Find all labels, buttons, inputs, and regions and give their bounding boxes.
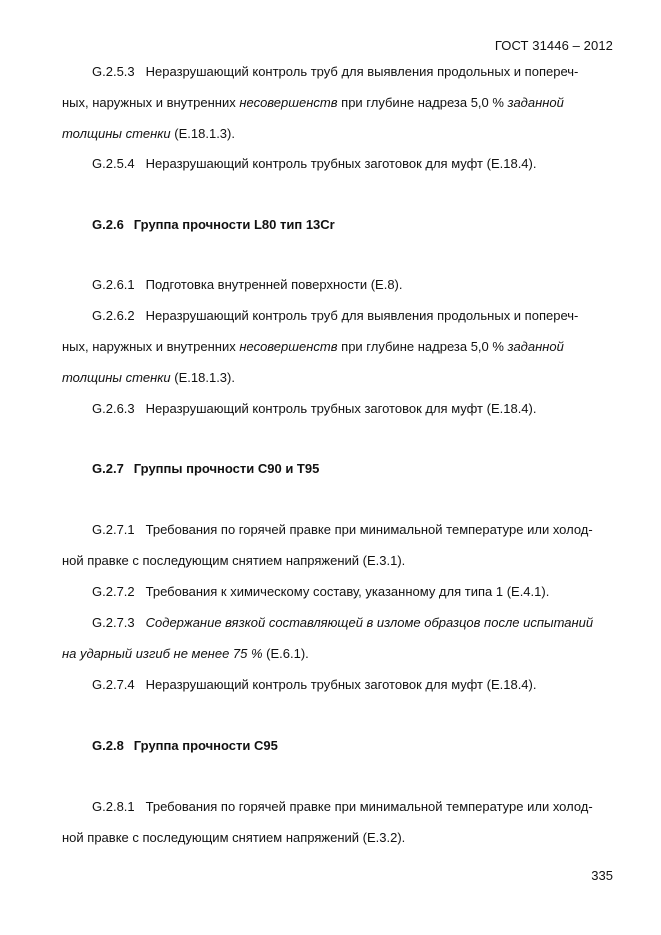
section-title: Группы прочности С90 и Т95 (133, 461, 320, 476)
text-run: (Е.18.1.3). (170, 126, 235, 141)
text-run: ных, наружных и внутренних (62, 95, 240, 110)
clause-number: G.2.8.1 (92, 799, 135, 814)
paragraph-g262-line1 (62, 308, 644, 324)
text-run: при глубине надреза 5,0 % (337, 339, 508, 354)
section-number: G.2.8 (92, 738, 124, 753)
paragraph-g253-line2 (62, 95, 614, 111)
italic-text-run: толщины стенки (62, 370, 171, 385)
clause-text: Неразрушающий контроль трубных заготовок для муфт (Е.18.4). (145, 677, 537, 692)
clause-text: Неразрушающий контроль труб для выявления продольных и попереч- (145, 308, 579, 323)
clause-text: Требования к химическому составу, указанному для типа 1 (Е.4.1). (145, 584, 550, 599)
paragraph-g273-line1 (62, 615, 644, 631)
paragraph-g263 (62, 401, 644, 417)
paragraph-g272 (62, 584, 644, 600)
clause-number: G.2.6.1 (92, 277, 135, 292)
text-run: (Е.6.1). (262, 646, 309, 661)
clause-number: G.2.7.3 (92, 615, 135, 630)
text-run: ной правке с последующим снятием напряжений (Е.3.1). (62, 553, 406, 568)
paragraph-g262-line3 (62, 370, 614, 386)
paragraph-g273-line2 (62, 646, 614, 662)
paragraph-g261 (62, 277, 644, 293)
text-run: (Е.18.1.3). (170, 370, 235, 385)
clause-text: Неразрушающий контроль трубных заготовок для муфт (Е.18.4). (145, 401, 537, 416)
paragraph-g253-line3 (62, 126, 614, 142)
paragraph-g281-line1 (62, 799, 644, 815)
italic-text-run: заданной (507, 339, 564, 354)
italic-text-run: на ударный изгиб не менее 75 % (62, 646, 263, 661)
text-run: ных, наружных и внутренних (62, 339, 240, 354)
italic-text-run: заданной (507, 95, 564, 110)
section-title: Группа прочности С95 (133, 738, 278, 753)
paragraph-g271-line1 (62, 522, 644, 538)
paragraph-g271-line2 (62, 553, 614, 569)
section-title: Группа прочности L80 тип 13Cr (133, 217, 335, 232)
italic-text-run: несовершенств (239, 339, 338, 354)
italic-text-run: несовершенств (239, 95, 338, 110)
clause-number: G.2.5.3 (92, 64, 135, 79)
clause-number: G.2.5.4 (92, 156, 135, 171)
clause-number: G.2.6.3 (92, 401, 135, 416)
section-number: G.2.7 (92, 461, 124, 476)
section-heading-g28 (62, 738, 644, 754)
text-run: ной правке с последующим снятием напряжений (Е.3.2). (62, 830, 406, 845)
clause-text: Неразрушающий контроль труб для выявления продольных и попереч- (145, 64, 579, 79)
paragraph-g281-line2 (62, 830, 614, 846)
paragraph-g274 (62, 677, 644, 693)
clause-number: G.2.6.2 (92, 308, 135, 323)
page-number: 335 (591, 868, 613, 883)
clause-text: Содержание вязкой составляющей в изломе образцов после испытаний (145, 615, 594, 630)
paragraph-g262-line2 (62, 339, 614, 355)
paragraph-g254 (62, 156, 644, 172)
section-heading-g27 (62, 461, 644, 477)
italic-text-run: толщины стенки (62, 126, 171, 141)
clause-number: G.2.7.4 (92, 677, 135, 692)
text-run: при глубине надреза 5,0 % (337, 95, 508, 110)
clause-text: Подготовка внутренней поверхности (Е.8). (145, 277, 403, 292)
section-heading-g26 (62, 217, 644, 233)
clause-text: Требования по горячей правке при минимальной температуре или холод- (145, 799, 593, 814)
paragraph-g253-line1 (62, 64, 644, 80)
clause-text: Требования по горячей правке при минимальной температуре или холод- (145, 522, 593, 537)
document-code: ГОСТ 31446 – 2012 (494, 38, 613, 53)
clause-number: G.2.7.1 (92, 522, 135, 537)
clause-number: G.2.7.2 (92, 584, 135, 599)
clause-text: Неразрушающий контроль трубных заготовок для муфт (Е.18.4). (145, 156, 537, 171)
section-number: G.2.6 (92, 217, 124, 232)
